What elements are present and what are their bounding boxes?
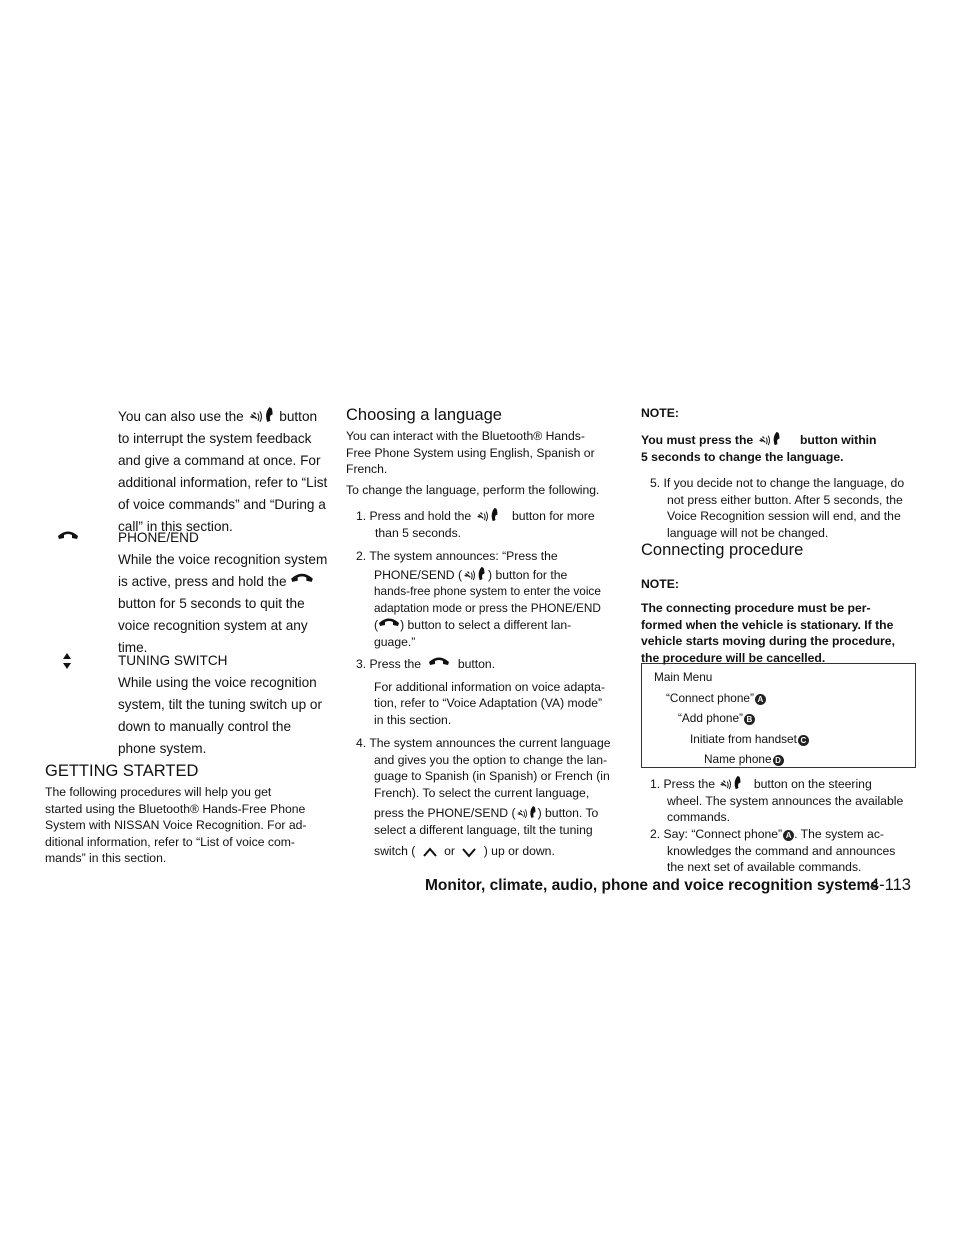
text-line: than 5 seconds. xyxy=(375,525,462,540)
menu-main: Main Menu xyxy=(654,670,713,684)
note2-text xyxy=(641,600,921,666)
note-text xyxy=(641,430,916,465)
text-line: vehicle starts moving during the procedure, xyxy=(641,634,895,648)
text-line: the next set of available commands. xyxy=(667,860,862,874)
text-line: Voice Recognition session will end, and the xyxy=(667,509,901,523)
text-line: For additional information on voice adapta- xyxy=(374,679,606,694)
text-line: ( xyxy=(374,618,379,632)
marker-d: D xyxy=(773,755,784,766)
menu-initiate: Initiate from handset xyxy=(690,731,797,746)
text-line: tion, refer to “Voice Adaptation (VA) mode” xyxy=(374,696,603,710)
menu-connect-phone: “Connect phone” xyxy=(666,690,754,705)
tuning-section xyxy=(118,650,338,760)
note-label: NOTE: xyxy=(641,577,679,591)
text-line: switch ( xyxy=(374,844,416,858)
text-line: knowledges the command and announces xyxy=(667,843,896,858)
text-line: voice recognition system at any xyxy=(118,618,308,633)
marker-c: C xyxy=(798,735,809,746)
text-line: ) button for the xyxy=(488,567,568,582)
text-line: not press either button. After 5 seconds, the xyxy=(667,492,903,507)
text-line: adaptation mode or press the PHONE/END xyxy=(374,600,601,615)
text-line: in this section. xyxy=(374,712,452,727)
phone-end-icon xyxy=(290,571,314,584)
phone-end-icon xyxy=(378,616,400,628)
tuning-switch-icon xyxy=(62,652,72,670)
language-intro xyxy=(346,428,622,478)
phone-end-section xyxy=(118,527,338,659)
text-line: 5 seconds to change the language. xyxy=(641,449,844,464)
text-line: button xyxy=(279,409,318,424)
phone-end-icon xyxy=(57,529,79,541)
step-4 xyxy=(356,735,622,860)
text-line: to interrupt the system feedback xyxy=(118,431,312,446)
tilt-down-icon xyxy=(458,846,480,858)
text-line: System with NISSAN Voice Recognition. For ad- xyxy=(45,818,307,832)
text-line: You must press the xyxy=(641,433,754,447)
tilt-up-icon xyxy=(419,846,441,858)
text-line: 4. The system announces the current language xyxy=(356,736,611,750)
connect-step-2 xyxy=(650,826,920,876)
text-line: system, tilt the tuning switch up or xyxy=(118,697,322,712)
menu-add-phone: “Add phone” xyxy=(678,711,743,725)
text-line: The connecting procedure must be per- xyxy=(641,601,871,615)
text-line: of voice commands” and “During a xyxy=(118,497,326,512)
text-line: ) up or down. xyxy=(483,844,555,858)
connect-step-1 xyxy=(650,774,920,826)
text-line: time. xyxy=(118,640,148,655)
text-line: button. xyxy=(457,657,496,671)
page-number: 4-113 xyxy=(870,876,911,894)
marker-b: B xyxy=(744,714,755,725)
text-line: call” in this section. xyxy=(118,519,233,534)
text-line: press the PHONE/SEND ( xyxy=(374,806,516,820)
footer-title: Monitor, climate, audio, phone and voice recognition systems xyxy=(425,877,879,894)
text-line: ditional information, refer to “List of voice com- xyxy=(45,834,295,849)
talk-icon xyxy=(462,565,488,582)
step-1 xyxy=(356,506,622,541)
text-line: 1. Press and hold the xyxy=(356,509,472,523)
talk-icon xyxy=(757,430,783,447)
phone-end-title: PHONE/END xyxy=(118,530,199,545)
text-line: language will not be changed. xyxy=(667,525,829,540)
text-line: 5. If you decide not to change the language, do xyxy=(650,476,905,490)
step-2 xyxy=(356,548,622,650)
text-line: French. xyxy=(346,462,388,476)
perform-line: To change the language, perform the following. xyxy=(346,483,600,497)
text-line: You can also use the xyxy=(118,409,244,424)
text-line: PHONE/SEND ( xyxy=(374,567,463,582)
step-3 xyxy=(356,655,622,728)
text-line: commands. xyxy=(667,810,730,824)
text-line: additional information, refer to “List xyxy=(118,475,328,490)
phone-end-icon xyxy=(424,655,454,667)
text-line: button for more xyxy=(511,509,595,523)
text-line: guage to Spanish (in Spanish) or French (in xyxy=(374,769,610,783)
text-line: While the voice recognition system xyxy=(118,552,328,567)
choosing-language-heading: Choosing a language xyxy=(346,406,502,424)
text-line: 2. The system announces: “Press the xyxy=(356,549,558,563)
note-label: NOTE: xyxy=(641,406,679,420)
text-line: or xyxy=(444,844,455,858)
text-line: button for 5 seconds to quit the xyxy=(118,596,305,611)
text-line: and gives you the option to change the lan- xyxy=(374,752,608,767)
text-line: ) button to select a different lan- xyxy=(400,618,572,632)
step-5 xyxy=(650,475,920,541)
text-line: and give a command at once. For xyxy=(118,453,321,468)
text-line: 2. Say: “Connect phone” xyxy=(650,827,783,841)
text-line: button on the steering xyxy=(753,777,872,791)
menu-tree xyxy=(654,667,809,770)
text-line: While using the voice recognition xyxy=(118,675,317,690)
text-line: French). To select the current language, xyxy=(374,785,590,800)
talk-icon xyxy=(248,405,276,424)
talk-icon xyxy=(475,506,501,523)
talk-icon xyxy=(516,804,538,820)
text-line: down to manually control the xyxy=(118,719,292,734)
marker-a: A xyxy=(755,694,766,705)
text-line: formed when the vehicle is stationary. If the xyxy=(641,617,894,632)
text-line: wheel. The system announces the available xyxy=(667,793,904,808)
text-line: 1. Press the xyxy=(650,777,716,791)
text-line: select a different language, tilt the tuning xyxy=(374,822,593,837)
marker-a: A xyxy=(783,830,794,841)
text-line: . The system ac- xyxy=(794,827,884,841)
text-line: ) button. To xyxy=(537,806,599,820)
talk-icon xyxy=(718,774,744,791)
text-line: the procedure will be cancelled. xyxy=(641,650,826,665)
text-line: button within xyxy=(799,433,877,447)
text-line: Free Phone System using English, Spanish or xyxy=(346,445,595,460)
text-line: mands” in this section. xyxy=(45,851,167,865)
text-line: started using the Bluetooth® Hands-Free Phone xyxy=(45,801,306,816)
connecting-procedure-heading: Connecting procedure xyxy=(641,541,804,559)
getting-started-paragraph xyxy=(45,784,330,867)
text-line: is active, press and hold the xyxy=(118,574,287,589)
getting-started-heading: GETTING STARTED xyxy=(45,762,199,780)
tuning-title: TUNING SWITCH xyxy=(118,653,228,668)
menu-name-phone: Name phone xyxy=(704,752,772,766)
text-line: The following procedures will help you get xyxy=(45,785,272,799)
text-line: phone system. xyxy=(118,741,207,756)
text-line: You can interact with the Bluetooth® Hands- xyxy=(346,429,585,443)
text-line: guage.” xyxy=(374,634,416,649)
text-line: hands-free phone system to enter the voice xyxy=(374,584,601,598)
text-line: 3. Press the xyxy=(356,657,422,671)
interrupt-paragraph xyxy=(118,405,336,538)
